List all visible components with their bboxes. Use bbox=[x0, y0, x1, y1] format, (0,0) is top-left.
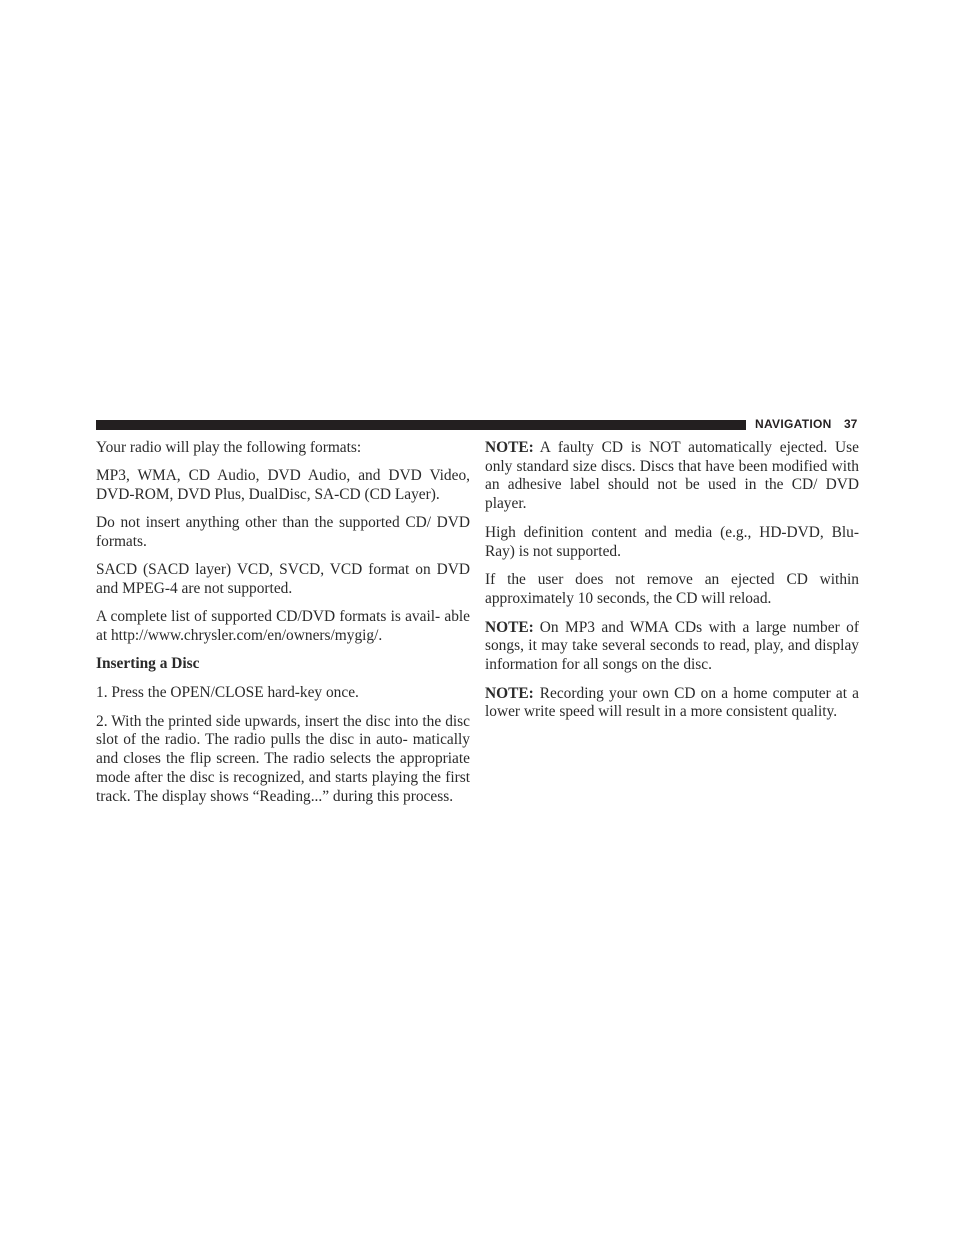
right-column bbox=[485, 439, 859, 732]
note-mp3-wma bbox=[485, 619, 859, 675]
step-2: 2. With the printed side upwards, insert the disc into the disc slot of the radio. The radio pulls the disc in auto- matically and closes the flip screen. The radio selects the appropriate mode after the disc is recognized, and starts playing the first track. The display shows “Reading...” during this process. bbox=[96, 712, 470, 805]
note-text: Recording your own CD on a home computer at a lower write speed will result in a more consistent quality. bbox=[485, 684, 859, 721]
note-faulty-cd bbox=[485, 439, 859, 514]
section-heading: Inserting a Disc bbox=[96, 655, 200, 673]
note-label: NOTE: bbox=[485, 439, 534, 456]
hd-content-note: High definition content and media (e.g., HD-DVD, Blu- Ray) is not supported. bbox=[485, 523, 859, 560]
note-label: NOTE: bbox=[485, 684, 534, 702]
step-1: 1. Press the OPEN/CLOSE hard-key once. bbox=[96, 684, 359, 702]
insert-warning: Do not insert anything other than the supported CD/ DVD formats. bbox=[96, 514, 470, 550]
note-text: A faulty CD is NOT automatically ejected. Use only standard size discs. Discs that have been modified with an adhesive label should not be used in the CD/ DVD player. bbox=[485, 439, 859, 513]
formats-list: MP3, WMA, CD Audio, DVD Audio, and DVD Video, DVD-ROM, DVD Plus, DualDisc, SA-CD (CD Layer). bbox=[96, 467, 470, 503]
unsupported-formats: SACD (SACD layer) VCD, SVCD, VCD format on DVD and MPEG-4 are not supported. bbox=[96, 561, 470, 597]
note-recording bbox=[485, 685, 859, 722]
left-column bbox=[96, 439, 470, 816]
eject-reload-note: If the user does not remove an ejected CD within approximately 10 seconds, the CD will reload. bbox=[485, 571, 859, 607]
formats-intro: Your radio will play the following formats: bbox=[96, 439, 362, 456]
note-text: On MP3 and WMA CDs with a large number of songs, it may take several seconds to read, play, and display information for all songs on the disc. bbox=[485, 618, 859, 674]
note-label: NOTE: bbox=[485, 618, 534, 636]
header-rule bbox=[96, 420, 746, 430]
formats-link-text: A complete list of supported CD/DVD formats is avail- able at http://www.chrysler.com/en/owners/mygig/. bbox=[96, 607, 470, 644]
section-title: NAVIGATION bbox=[755, 417, 832, 431]
page-number: 37 bbox=[844, 417, 858, 431]
